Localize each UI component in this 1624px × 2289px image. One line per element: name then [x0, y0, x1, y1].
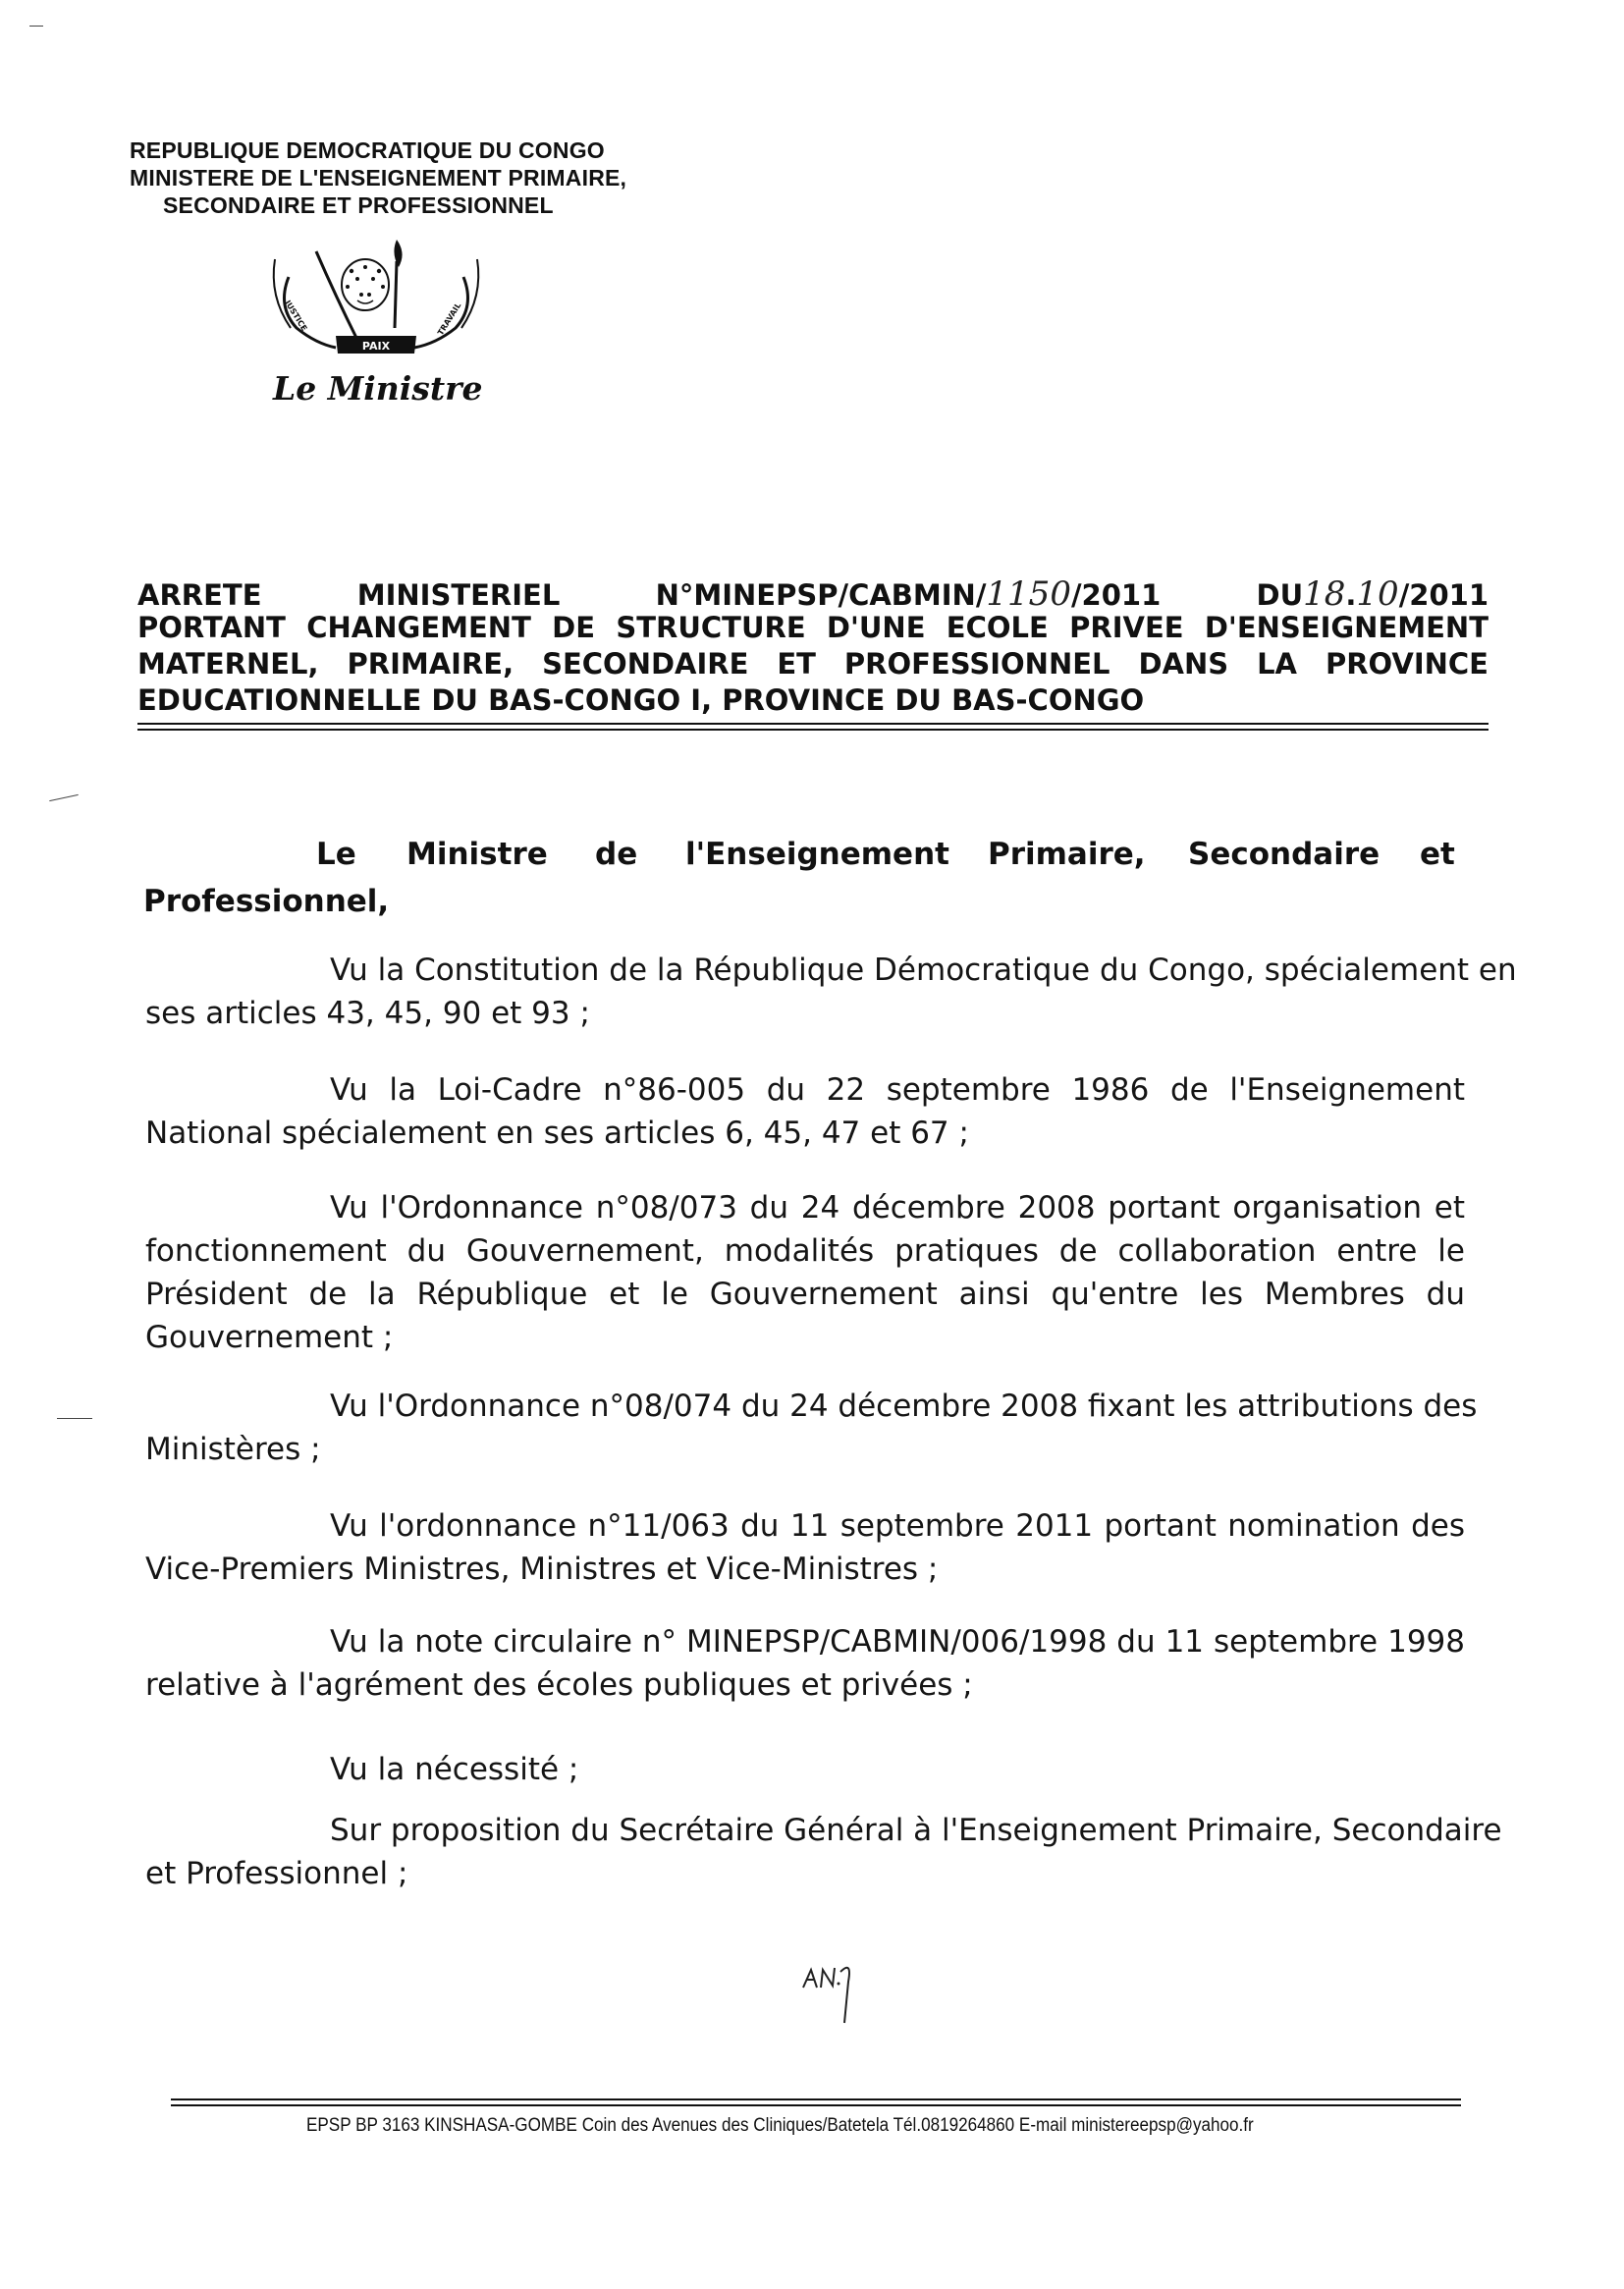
paragraph-line: ses articles 43, 45, 90 et 93 ;: [145, 996, 590, 1031]
paragraph-ordonnance-063: [145, 1504, 1465, 1591]
paragraph-line: National spécialement en ses articles 6, 45, 47 et 67 ;: [145, 1116, 969, 1151]
paragraph-line: Vu la Loi-Cadre n°86-005 du 22 septembre 1986 de l'Enseignement: [330, 1072, 1465, 1108]
paragraph-loi-cadre: [145, 1068, 1465, 1155]
scan-mark: [57, 1418, 92, 1419]
intro-word: l'Enseignement: [685, 837, 949, 872]
paragraph-line: Vu la note circulaire n° MINEPSP/CABMIN/006/1998 du 11 septembre 1998: [330, 1624, 1465, 1660]
decree-title-line1: [137, 574, 1489, 614]
decree-title-line2: PORTANT CHANGEMENT DE STRUCTURE D'UNE ECOLE PRIVEE D'ENSEIGNEMENT: [137, 611, 1489, 644]
handwritten-initials-icon: [797, 1948, 876, 2027]
paragraph-line: Président de la République et le Gouvernement ainsi qu'entre les Membres du: [145, 1277, 1465, 1312]
paragraph-note-circulaire: [145, 1620, 1465, 1707]
intro-word: Ministre: [406, 837, 548, 872]
minister-heading: Le Ministre: [273, 369, 483, 408]
decree-date: [1256, 574, 1489, 614]
title-word: ARRETE: [137, 578, 262, 612]
paragraph-line: fonctionnement du Gouvernement, modalités pratiques de collaboration entre le: [145, 1233, 1465, 1269]
decree-date-prefix: DU: [1256, 578, 1304, 612]
paragraph-line: Ministères ;: [145, 1432, 321, 1467]
decree-number-handwritten: 1150: [986, 574, 1071, 614]
paragraph-necessite: [145, 1748, 1465, 1791]
paragraph-line: Sur proposition du Secrétaire Général à l'Enseignement Primaire, Secondaire: [330, 1813, 1502, 1848]
intro-word: Primaire,: [988, 837, 1146, 872]
decree-title-line4: EDUCATIONNELLE DU BAS-CONGO I, PROVINCE DU BAS-CONGO: [137, 683, 1145, 717]
footer-rule: [171, 2104, 1461, 2106]
decree-date-year: /2011: [1398, 578, 1489, 612]
paragraph-constitution: [145, 949, 1517, 1035]
paragraph-line: Vu la Constitution de la République Démocratique du Congo, spécialement en: [330, 953, 1517, 988]
emblem-motto-center: PAIX: [361, 340, 391, 353]
emblem-motto-left: JUSTICE: [283, 299, 309, 333]
leopard-coat-of-arms-icon: [267, 238, 485, 355]
paragraph-line: Vu l'Ordonnance n°08/073 du 24 décembre 2008 portant organisation et: [330, 1190, 1465, 1226]
intro-word: et: [1420, 837, 1455, 872]
decree-number: [655, 574, 1162, 614]
intro-word: Le: [316, 837, 356, 872]
paragraph-line: Vu l'ordonnance n°11/063 du 11 septembre 2011 portant nomination des: [330, 1508, 1465, 1544]
intro-word: Secondaire: [1188, 837, 1380, 872]
intro-word: de: [595, 837, 638, 872]
paragraph-line: et Professionnel ;: [145, 1856, 408, 1891]
footer-rule: [171, 2098, 1461, 2100]
paragraph-line: Vu la nécessité ;: [330, 1752, 579, 1787]
intro-line2: Professionnel,: [143, 884, 390, 919]
footer-contact: EPSP BP 3163 KINSHASA-GOMBE Coin des Avenues des Cliniques/Batetela Tél.0819264860 E-mail ministereepsp@yahoo.fr: [306, 2115, 1254, 2136]
decree-number-prefix: N°MINEPSP/CABMIN/: [655, 578, 987, 612]
scan-mark: [29, 26, 43, 27]
paragraph-line: relative à l'agrément des écoles publiques et privées ;: [145, 1667, 973, 1703]
paragraph-line: Vu l'Ordonnance n°08/074 du 24 décembre 2008 fixant les attributions des: [330, 1389, 1478, 1424]
paragraph-proposition: [145, 1809, 1502, 1895]
paragraph-line: Vice-Premiers Ministres, Ministres et Vice-Ministres ;: [145, 1552, 939, 1587]
paragraph-ordonnance-074: [145, 1385, 1478, 1471]
letterhead-ministry-cont: SECONDAIRE ET PROFESSIONNEL: [163, 192, 554, 218]
title-underline: [137, 729, 1489, 731]
letterhead-country: REPUBLIQUE DEMOCRATIQUE DU CONGO: [130, 137, 605, 163]
title-underline: [137, 723, 1489, 725]
decree-date-day: 18: [1303, 574, 1346, 614]
scan-mark: [49, 794, 79, 801]
decree-title-line3: MATERNEL, PRIMAIRE, SECONDAIRE ET PROFESSIONNEL DANS LA PROVINCE: [137, 647, 1489, 681]
letterhead-ministry: MINISTERE DE L'ENSEIGNEMENT PRIMAIRE,: [130, 165, 627, 191]
emblem-motto-right: TRAVAIL: [436, 300, 463, 338]
decree-number-year: /2011: [1070, 578, 1162, 612]
paragraph-ordonnance-073: [145, 1186, 1465, 1359]
decree-date-month: 10: [1356, 574, 1399, 614]
paragraph-line: Gouvernement ;: [145, 1320, 394, 1355]
decree-date-sep: .: [1345, 578, 1357, 612]
title-word: MINISTERIEL: [356, 578, 561, 612]
